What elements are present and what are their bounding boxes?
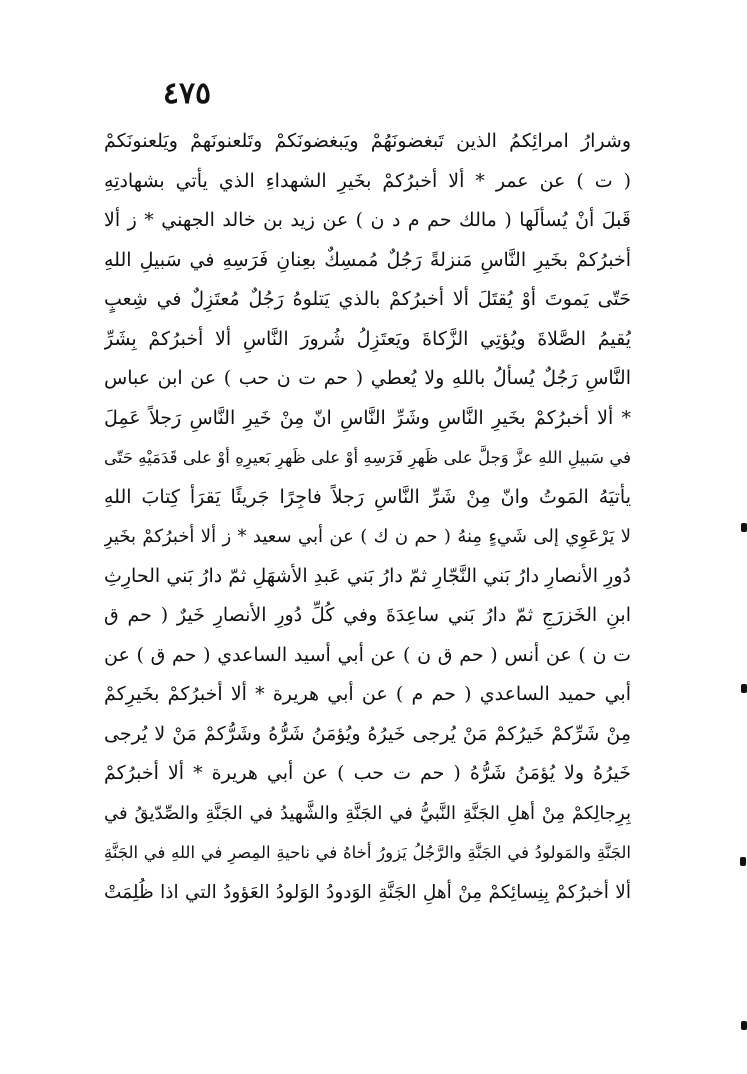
edge-mark [741, 523, 747, 532]
text-line: مِنْ شَرِّكمْ خَيرُكمْ مَنْ يُرجى خَيرُهُ ويُؤمَنُ شَرُّهُ وشَرُّكمْ مَنْ لا يُرجى [104, 722, 631, 745]
text-line: حَتّى يَموتَ أوْ يُقتَلَ ألا أخبرُكمْ بالذي يَتلوهُ رَجُلٌ مُعتَزِلٌ في شِعبٍ [104, 288, 631, 310]
text-line: الجَنَّةِ والمَولودُ في الجَنَّةِ والرَّجُلُ يَزورُ أخاهُ في ناحيةِ المِصرِ في اللهِ في الجَنَّةِ [104, 843, 631, 862]
page-number: ٤٧٥ [162, 76, 212, 111]
text-line: ألا أخبرُكمْ بِنِسائِكمْ مِنْ أهلِ الجَنَّةِ الوَدودُ الوَلودُ العَؤودُ التي اذا ظُلِمَتْ [104, 881, 631, 903]
text-line: يُقيمُ الصَّلاةَ ويُؤتِي الزَّكاةَ ويَعتَزِلُ شُرورَ النَّاسِ ألا أخبرُكمْ بِشَرِّ [104, 327, 631, 350]
text-line: النَّاسِ رَجُلٌ يُسألُ باللهِ ولا يُعطي ( حم ت ن حب ) عن ابن عباس [104, 367, 631, 389]
text-line: بِرِجالِكمْ مِنْ أهلِ الجَنَّةِ النَّبيُّ في الجَنَّةِ والشَّهيدُ في الجَنَّةِ والصِّدّيقُ في [104, 802, 631, 824]
text-line: قَبلَ أنْ يُسألَها ( مالك حم م د ن ) عن زيد بن خالد الجهني * ز ألا [104, 209, 631, 231]
text-line: دُورِ الأنصارِ دارُ بَني النَّجّارِ ثمّ دارُ بَني عَبدِ الأشهَلِ ثمّ دارُ بَني الحارِثِ [104, 564, 631, 587]
text-line: ابنِ الخَزرَجِ ثمّ دارُ بَني ساعِدَةَ وفي كُلِّ دُورِ الأنصارِ خَيرٌ ( حم ق [104, 604, 631, 626]
text-line: وشرارُ امرائِكمُ الذين تَبغضونَهُمْ ويَبغضونَكمْ وتَلعنونَهمْ ويَلعنونَكمْ [104, 130, 631, 152]
edge-mark [741, 684, 747, 693]
edge-mark [740, 857, 746, 866]
body-text [104, 122, 631, 912]
text-line: * ألا أخبرُكمْ بخَيرِ النَّاسِ وشَرِّ النَّاسِ انّ مِنْ خَيرِ النَّاسِ رَجلاً عَمِلَ [104, 406, 631, 429]
text-line: ( ت ) عن عمر * ألا أخبرُكمْ بخَيرِ الشهداءِ الذي يأتي بشهادتِهِ [104, 169, 631, 192]
text-line: خَيرُهُ ولا يُؤمَنُ شَرُّهُ ( حم ت حب ) عن أبي هريرة * ألا أخبرُكمْ [104, 762, 631, 784]
text-line: ت ن ) عن أنس ( حم ق ن ) عن أبي أسيد الساعدي ( حم ق ) عن [104, 643, 631, 666]
text-line: في سَبيلِ اللهِ عزَّ وَجلَّ على ظَهرِ فَرَسِهِ أوْ على ظَهرِ بَعيرِهِ أوْ على قَدَمَيْهِ حَتّى [104, 448, 631, 467]
text-line: لا يَرْعَوِي إلى شَيءٍ مِنهُ ( حم ن ك ) عن أبي سعيد * ز ألا أخبرُكمْ بخَيرِ [104, 526, 631, 547]
text-line: يأتيَهُ المَوتُ وانّ مِنْ شَرِّ النَّاسِ رَجلاً فاجِرًا جَريئًا يَقرَأ كِتابَ اللهِ [104, 485, 631, 508]
text-line: أبي حميد الساعدي ( حم م ) عن أبي هريرة * ألا أخبرُكمْ بخَيرِكمْ [104, 683, 631, 705]
edge-mark [741, 1021, 747, 1030]
text-line: أخبرُكمْ بخَيرِ النَّاسِ مَنزلةً رَجُلٌ مُمسِكٌ بعِنانِ فَرَسِهِ في سَبيلِ اللهِ [104, 248, 631, 271]
